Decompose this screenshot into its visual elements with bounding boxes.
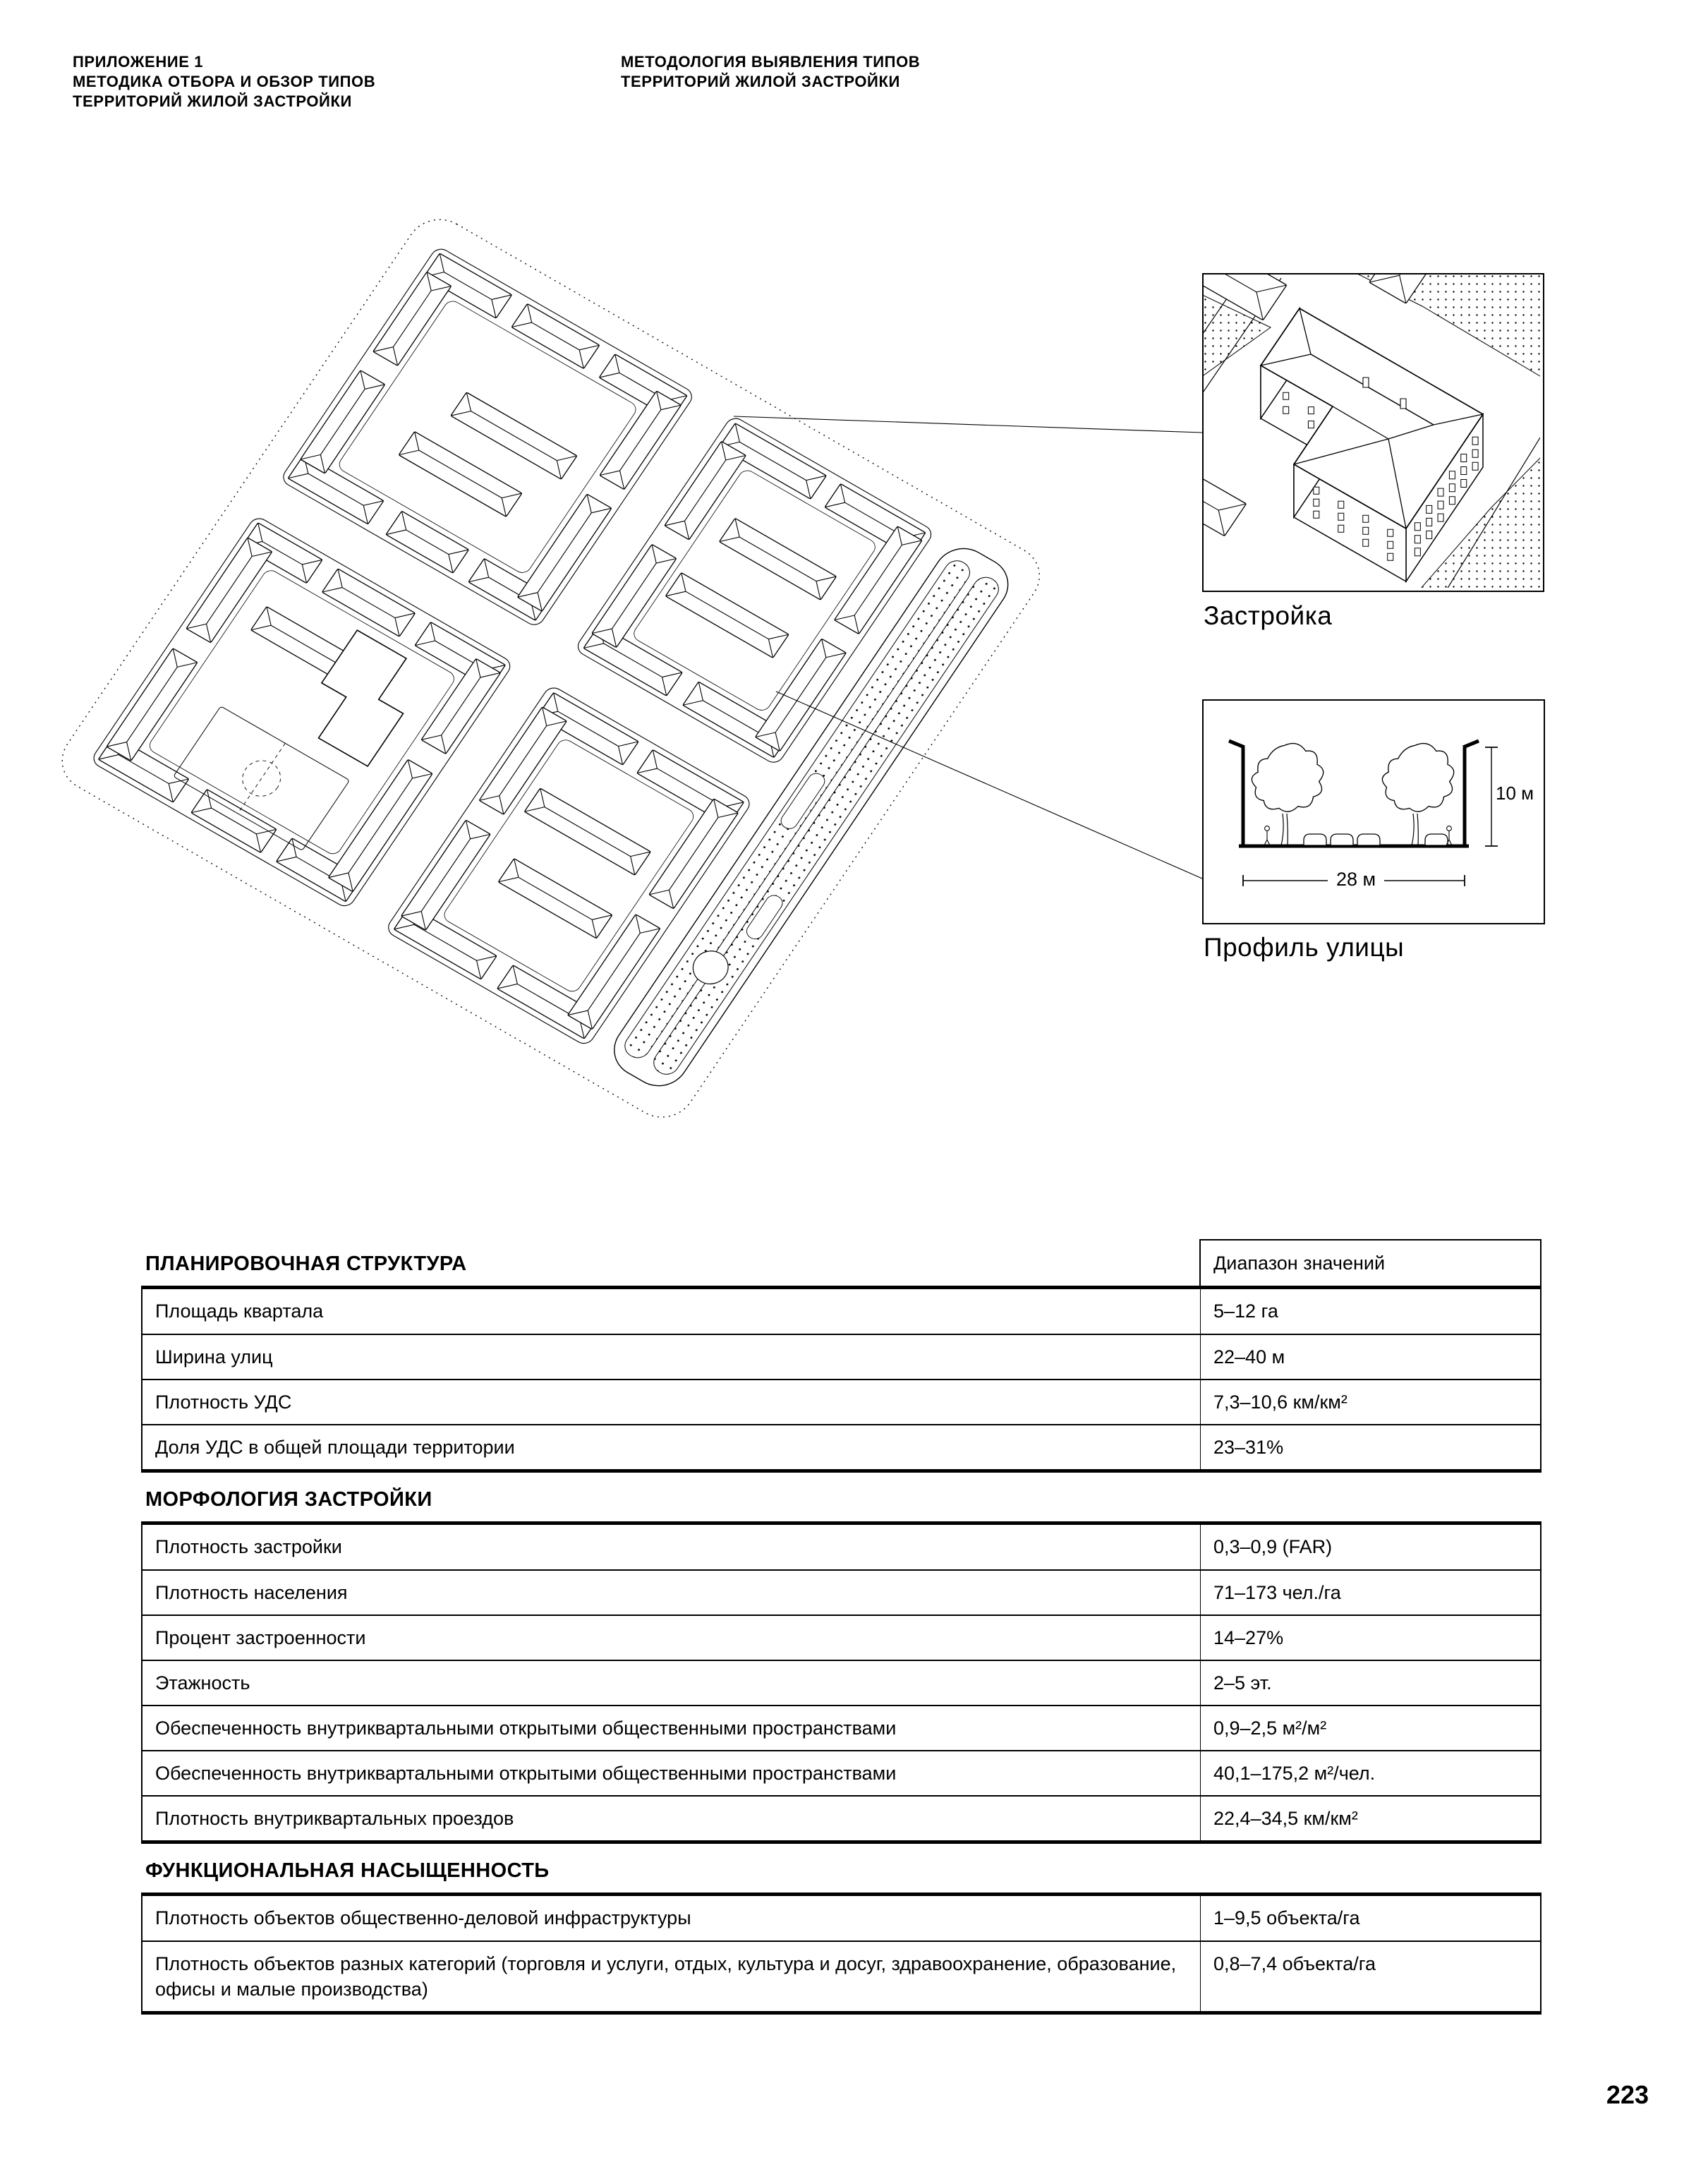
row-label-cell: Процент застроенности [143, 1616, 1201, 1660]
table-row [143, 1334, 1540, 1379]
row-value-cell: 7,3–10,6 км/км² [1213, 1392, 1347, 1413]
header-left-line: ПРИЛОЖЕНИЕ 1 [73, 53, 204, 71]
table-row [143, 1896, 1540, 1940]
row-value-cell: 0,9–2,5 м²/м² [1213, 1718, 1327, 1739]
row-label-cell: Плотность УДС [143, 1380, 1201, 1424]
header-right-line: МЕТОДОЛОГИЯ ВЫЯВЛЕНИЯ ТИПОВ [621, 53, 921, 71]
morphology-table [141, 1521, 1542, 1844]
row-label-cell: Ширина улиц [143, 1335, 1201, 1379]
row-value-cell: 0,8–7,4 объекта/га [1213, 1953, 1376, 1974]
header-left [73, 52, 375, 111]
row-value-cell: 22,4–34,5 км/км² [1213, 1808, 1358, 1829]
row-label-cell: Этажность [143, 1661, 1201, 1705]
row-value-cell: 2–5 эт. [1213, 1672, 1272, 1694]
header-left-line: МЕТОДИКА ОТБОРА И ОБЗОР ТИПОВ [73, 73, 376, 90]
row-value-cell: 40,1–175,2 м²/чел. [1213, 1763, 1376, 1784]
street-profile-caption: Профиль улицы [1204, 933, 1405, 962]
development-detail-drawing [1204, 274, 1540, 588]
row-value-cell: 14–27% [1213, 1627, 1284, 1648]
row-label-cell: Обеспеченность внутриквартальными открытыми общественными пространствами [143, 1751, 1201, 1795]
page-number: 223 [1606, 2080, 1649, 2109]
street-profile-panel [1202, 699, 1545, 924]
table-row [143, 1795, 1540, 1840]
row-label-cell: Обеспеченность внутриквартальными открытыми общественными пространствами [143, 1706, 1201, 1750]
row-label-cell: Плотность объектов разных категорий (торговля и услуги, отдых, культура и досуг, здравоохранение, образование, офисы и малые производства) [143, 1942, 1201, 2011]
planning-structure-table [141, 1286, 1542, 1473]
development-caption: Застройка [1204, 601, 1333, 630]
table-row [143, 1660, 1540, 1705]
section-title: ФУНКЦИОНАЛЬНАЯ НАСЫЩЕННОСТЬ [145, 1859, 550, 1882]
header-right [621, 52, 920, 92]
section-title: МОРФОЛОГИЯ ЗАСТРОЙКИ [145, 1488, 432, 1511]
indicator-tables [141, 1239, 1542, 2015]
row-label-cell: Плотность внутриквартальных проездов [143, 1797, 1201, 1840]
height-dimension-label: 10 м [1496, 783, 1534, 804]
table-row [143, 1750, 1540, 1795]
table-row [143, 1289, 1540, 1334]
row-label-cell: Плотность населения [143, 1571, 1201, 1614]
row-label-cell: Площадь квартала [143, 1289, 1201, 1334]
section-title: ПЛАНИРОВОЧНАЯ СТРУКТУРА [145, 1252, 467, 1275]
table-row [143, 1569, 1540, 1614]
table-row [143, 1525, 1540, 1569]
section-planning-structure-header [141, 1239, 1542, 1286]
row-label-cell: Плотность объектов общественно-деловой инфраструктуры [143, 1896, 1201, 1940]
row-label-cell: Плотность застройки [143, 1525, 1201, 1569]
row-value-cell: 22–40 м [1213, 1346, 1285, 1368]
table-row [143, 1424, 1540, 1469]
row-label-cell: Доля УДС в общей площади территории [143, 1425, 1201, 1469]
header-right-line: ТЕРРИТОРИЙ ЖИЛОЙ ЗАСТРОЙКИ [621, 73, 900, 90]
row-value-cell: 5–12 га [1213, 1300, 1278, 1322]
row-value-cell: 71–173 чел./га [1213, 1582, 1341, 1603]
row-value-cell: 23–31% [1213, 1437, 1284, 1458]
table-row [143, 1614, 1540, 1660]
row-value-cell: 0,3–0,9 (FAR) [1213, 1536, 1333, 1557]
development-detail-panel [1202, 273, 1544, 592]
table-row [143, 1705, 1540, 1750]
row-value-cell: 1–9,5 объекта/га [1213, 1907, 1360, 1928]
functional-saturation-table [141, 1893, 1542, 2015]
width-dimension-label: 28 м [1335, 869, 1376, 890]
table-row [143, 1940, 1540, 2011]
table-row [143, 1379, 1540, 1424]
header-left-line: ТЕРРИТОРИЙ ЖИЛОЙ ЗАСТРОЙКИ [73, 92, 352, 110]
value-range-column-header: Диапазон значений [1199, 1239, 1542, 1286]
